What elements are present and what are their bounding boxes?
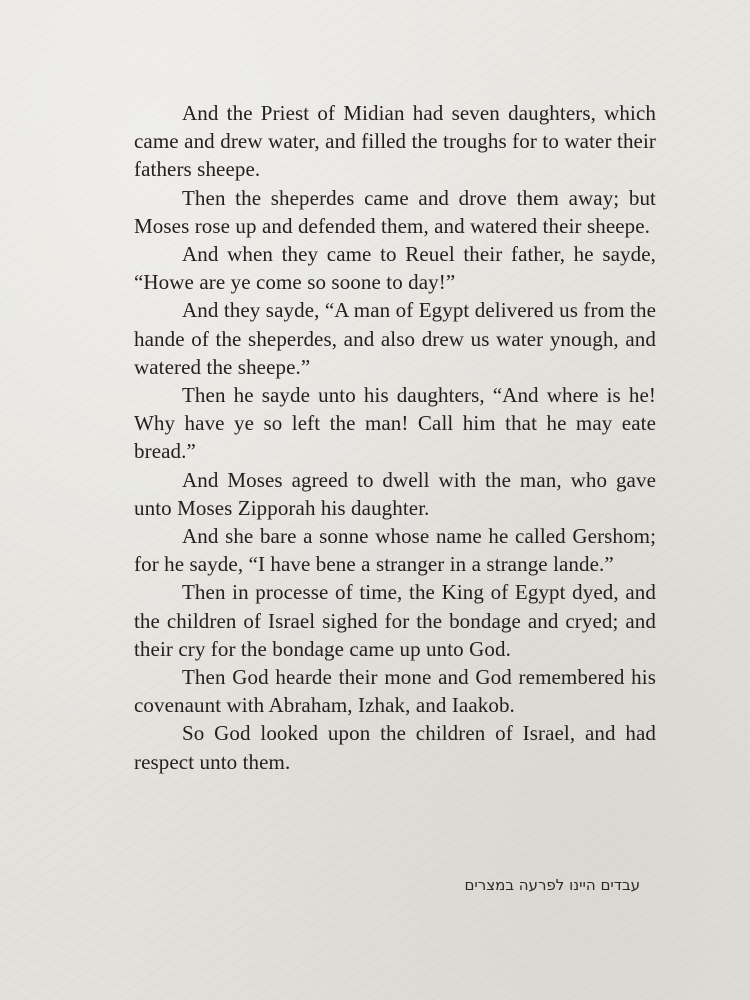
paragraph-god-hearde: Then God hearde their mone and God remembered his covenaunt with Abraham, Izhak, and Iaakob. [134, 665, 656, 718]
paragraph-where-is-he: Then he sayde unto his daughters, “And where is he! Why have ye so left the man! Call him that he may eate bread.” [134, 383, 656, 464]
paragraph-came-to-reuel: And when they came to Reuel their father, he sayde, “Howe are ye come so soone to day!” [134, 242, 656, 295]
paragraph-god-looked: So God looked upon the children of Israel, and had respect unto them. [134, 721, 656, 774]
paragraph-moses-agreed: And Moses agreed to dwell with the man, who gave unto Moses Zipporah his daughter. [134, 467, 656, 520]
body-text [134, 99, 656, 776]
hebrew-caption: עבדים היינו לפרעה במצרים [464, 876, 640, 894]
paragraph-king-of-egypt-dyed: Then in processe of time, the King of Egypt dyed, and the children of Israel sighed for the bondage and cryed; and their cry for the bondage came up unto God. [134, 580, 656, 661]
paragraph-man-of-egypt: And they sayde, “A man of Egypt delivered us from the hande of the sheperdes, and also drew us water ynough, and watered the sheepe.” [134, 298, 656, 379]
paragraph-priest-of-midian: And the Priest of Midian had seven daughters, which came and drew water, and filled the troughs for to water their fathers sheepe. [134, 101, 656, 182]
paragraph-gershom: And she bare a sonne whose name he called Gershom; for he sayde, “I have bene a stranger in a strange lande.” [134, 524, 656, 577]
paragraph-sheperdes-drove-away: Then the sheperdes came and drove them away; but Moses rose up and defended them, and watered their sheepe. [134, 185, 656, 238]
